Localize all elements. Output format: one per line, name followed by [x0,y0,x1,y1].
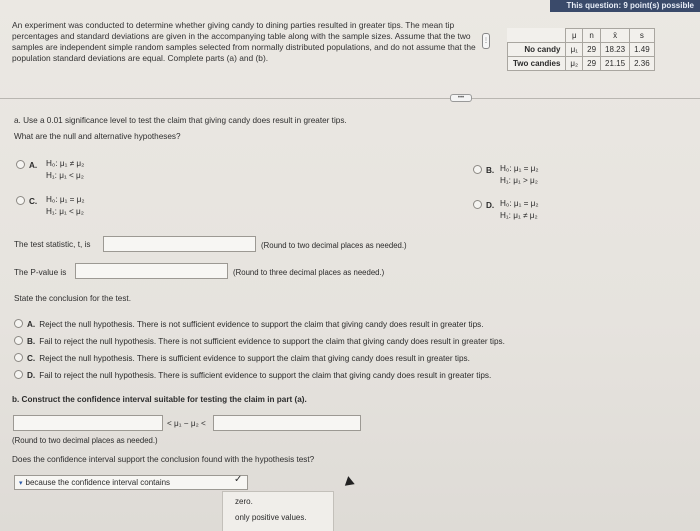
null-hypothesis: H₀: μ₁ = μ₂ [500,199,539,208]
conclusion-text: Fail to reject the null hypothesis. There is not sufficient evidence to support the claim that giving candy does result in greater tips. [39,337,505,346]
option-b-hypotheses [500,163,539,187]
table-row-label: No candy [508,43,566,57]
radio-button[interactable] [473,200,482,209]
table-cell: 2.36 [630,57,655,71]
radio-button[interactable] [14,319,23,328]
table-row-label: Two candies [508,57,566,71]
conclusion-option-a[interactable]: A. Reject the null hypothesis. There is not sufficient evidence to support the claim that giving candy does result in greater tips. [14,319,484,329]
hypothesis-option-a[interactable]: A. [16,160,41,170]
conclusion-text: Reject the null hypothesis. There is not sufficient evidence to support the claim that giving candy does result in greater tips. [39,320,484,329]
support-select[interactable] [14,475,248,490]
null-hypothesis: H₀: μ₁ ≠ μ₂ [46,159,85,168]
ci-support-question: Does the confidence interval support the conclusion found with the hypothesis test? [12,455,315,464]
ci-lower-input[interactable] [13,415,163,431]
test-statistic-hint: (Round to two decimal places as needed.) [261,241,407,250]
null-hypothesis: H₀: μ₁ = μ₂ [46,195,85,204]
hypotheses-question: What are the null and alternative hypotheses? [14,132,181,141]
conclusion-option-d[interactable]: D. Fail to reject the null hypothesis. There is sufficient evidence to support the claim that giving candy does result in greater tips. [14,370,491,380]
option-a-hypotheses [46,158,84,182]
test-statistic-input[interactable] [103,236,256,252]
conclusion-text: Fail to reject the null hypothesis. There is sufficient evidence to support the claim that giving candy does result in greater tips. [39,371,492,380]
alt-hypothesis: H₁: μ₁ > μ₂ [500,176,538,185]
conclusion-text: Reject the null hypothesis. There is sufficient evidence to support the claim that giving candy does result in greater tips. [39,354,470,363]
more-options-button[interactable]: ••• [450,94,472,102]
checkmark-icon: ✓ [234,474,243,485]
problem-intro: An experiment was conducted to determine whether giving candy to dining parties resulted in greater tips. The mean tip percentages and standard deviations are given in the accompanying table along with the sample sizes. Assume that the two samples are independent simple random samples selected from normally distributed populations, and do not assume that the population standard deviations are equal. Complete parts (a) and (b). [12,20,476,63]
alt-hypothesis: H₁: μ₁ < μ₂ [46,207,84,216]
table-cell: 29 [583,43,601,57]
table-header: x̄ [601,29,630,43]
table-header: μ [566,29,583,43]
conclusion-option-c[interactable]: C. Reject the null hypothesis. There is sufficient evidence to support the claim that giving candy does result in greater tips. [14,353,470,363]
dropdown-option[interactable]: only positive values. [235,513,307,522]
hypothesis-option-d[interactable]: D. [473,200,498,210]
table-corner [508,29,566,43]
option-d-hypotheses [500,198,539,222]
table-row [508,57,655,71]
hypothesis-option-c[interactable]: C. [16,196,41,206]
radio-button[interactable] [16,160,25,169]
alt-hypothesis: H₁: μ₁ ≠ μ₂ [500,211,538,220]
radio-button[interactable] [473,165,482,174]
table-header-row [508,29,655,43]
support-select-value: because the confidence interval contains [25,478,171,487]
section-divider [0,98,700,99]
ci-expression: < μ₁ − μ₂ < [167,419,206,428]
p-value-input[interactable] [75,263,228,279]
alt-hypothesis: H₁: μ₁ < μ₂ [46,171,84,180]
conclusion-option-b[interactable]: B. Fail to reject the null hypothesis. There is not sufficient evidence to support the claim that giving candy does result in greater tips. [14,336,505,346]
data-table [507,28,655,71]
table-cell: μ₂ [566,57,583,71]
table-header: n [583,29,601,43]
radio-button[interactable] [14,336,23,345]
table-cell: 21.15 [601,57,630,71]
hypothesis-option-b[interactable]: B. [473,165,498,175]
table-row [508,43,655,57]
table-header: s [630,29,655,43]
p-value-label: The P-value is [14,268,67,277]
radio-button[interactable] [16,196,25,205]
conclusion-prompt: State the conclusion for the test. [14,294,131,303]
table-cell: μ₁ [566,43,583,57]
mouse-cursor-icon [343,475,354,486]
part-a-prompt: a. Use a 0.01 significance level to test the claim that giving candy does result in greater tips. [14,116,347,125]
chevron-down-icon: ▾ [19,480,23,487]
test-statistic-label: The test statistic, t, is [14,240,91,249]
ci-upper-input[interactable] [213,415,361,431]
support-dropdown-menu [222,491,334,531]
radio-button[interactable] [14,370,23,379]
part-b-prompt: b. Construct the confidence interval suitable for testing the claim in part (a). [12,395,307,404]
radio-button[interactable] [14,353,23,362]
null-hypothesis: H₀: μ₁ = μ₂ [500,164,539,173]
option-c-hypotheses [46,194,85,218]
score-banner: This question: 9 point(s) possible [550,0,700,12]
ci-hint: (Round to two decimal places as needed.) [12,436,158,445]
expand-table-button[interactable]: ⋮ [482,33,490,49]
table-cell: 18.23 [601,43,630,57]
table-cell: 29 [583,57,601,71]
dropdown-option[interactable]: zero. [235,497,253,506]
table-cell: 1.49 [630,43,655,57]
p-value-hint: (Round to three decimal places as needed.) [233,268,385,277]
